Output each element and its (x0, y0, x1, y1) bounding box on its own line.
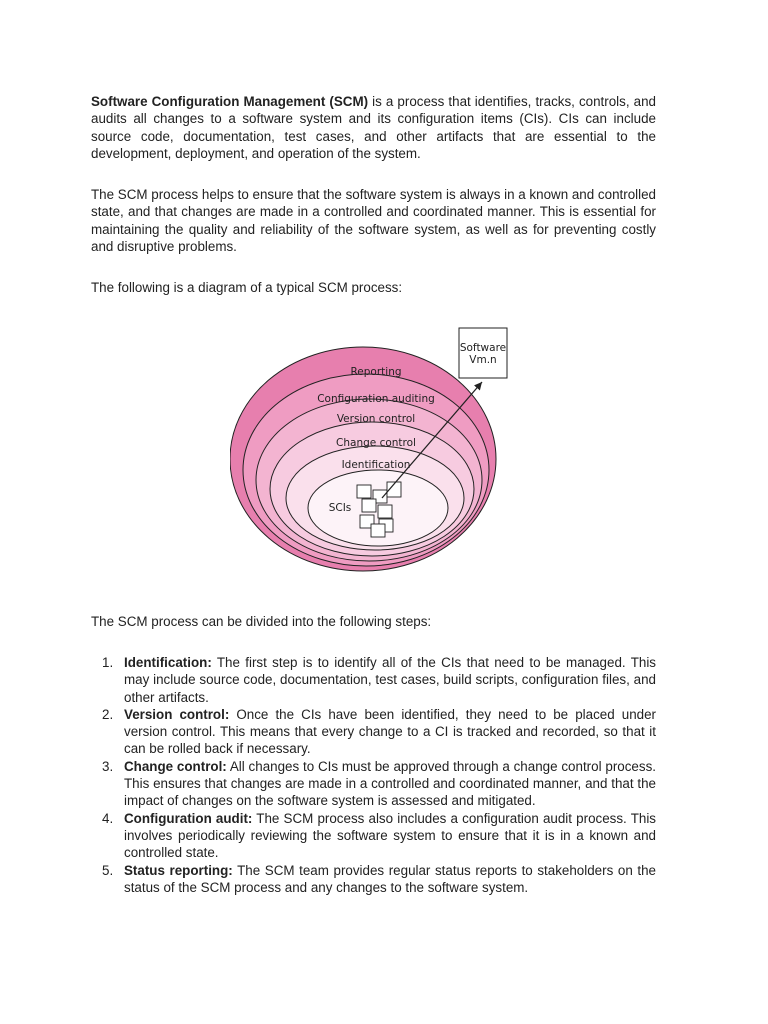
list-item (91, 862, 656, 897)
step-title: Status reporting: (124, 862, 233, 878)
sci-box (371, 524, 385, 537)
scm-term: Software Configuration Management (SCM) (91, 94, 369, 109)
software-label: Software (459, 342, 507, 354)
list-item (91, 706, 656, 758)
layer-label-reporting: Reporting (350, 366, 402, 378)
step-text: The SCM team provides regular status reports to stakeholders on the status of the SCM process and any changes to the software system. (124, 862, 656, 895)
layer-label-identification: Identification (341, 459, 411, 471)
intro-paragraph-1-text: is a process that identifies, tracks, controls, and audits all changes to a software system and its configuration items (CIs). CIs can include source code, documentation, test cases, and other artifacts that are essential to the development, deployment, and operation of the system. (91, 94, 656, 161)
version-label: Vm.n (469, 354, 497, 366)
step-title: Identification: (124, 655, 212, 670)
sci-box (378, 505, 392, 518)
step-text: The first step is to identify all of the CIs that need to be managed. This may include source code, documentation, test cases, build scripts, configuration files, and other artifacts. (124, 655, 656, 705)
step-number: 4. (102, 810, 114, 826)
steps-list (91, 654, 656, 896)
list-item (91, 810, 656, 862)
sci-box (357, 485, 371, 498)
step-text: Once the CIs have been identified, they need to be placed under version control. This means that every change to a CI is tracked and recorded, so that it can be rolled back if necessary. (124, 706, 656, 757)
step-title: Change control: (124, 758, 227, 774)
step-number: 2. (102, 706, 114, 722)
layer-label-configuration-auditing: Configuration auditing (317, 393, 435, 405)
layer-label-version-control: Version control (336, 413, 416, 425)
core-label-scis: SCIs (328, 502, 352, 514)
step-number: 1. (102, 655, 114, 670)
step-text: All changes to CIs must be approved through a change control process. This ensures that changes are made in a controlled and coordinated manner, and that the impact of changes on the software system is assessed and mitigated. (124, 758, 656, 809)
steps-intro: The SCM process can be divided into the following steps: (91, 614, 432, 629)
list-item (91, 758, 656, 810)
step-number: 5. (102, 862, 114, 878)
list-item (91, 654, 656, 706)
step-number: 3. (102, 758, 114, 774)
intro-section (91, 93, 656, 297)
step-title: Version control: (124, 706, 230, 722)
layer-label-change-control: Change control (336, 437, 416, 449)
step-text: The SCM process also includes a configuration audit process. This involves periodically reviewing the software system to ensure that it is in a known and controlled state. (124, 810, 656, 861)
intro-paragraph-2: The SCM process helps to ensure that the software system is always in a known and controlled state, and that changes are made in a controlled and coordinated manner. This is essential for maintaining the quality and reliability of the software system, as well as for preventing costly and disruptive problems. (91, 187, 656, 255)
intro-paragraph-1 (91, 93, 656, 162)
sci-box (362, 499, 376, 512)
diagram-caption: The following is a diagram of a typical SCM process: (91, 280, 403, 296)
scm-process-diagram (230, 322, 520, 598)
step-title: Configuration audit: (124, 810, 253, 826)
